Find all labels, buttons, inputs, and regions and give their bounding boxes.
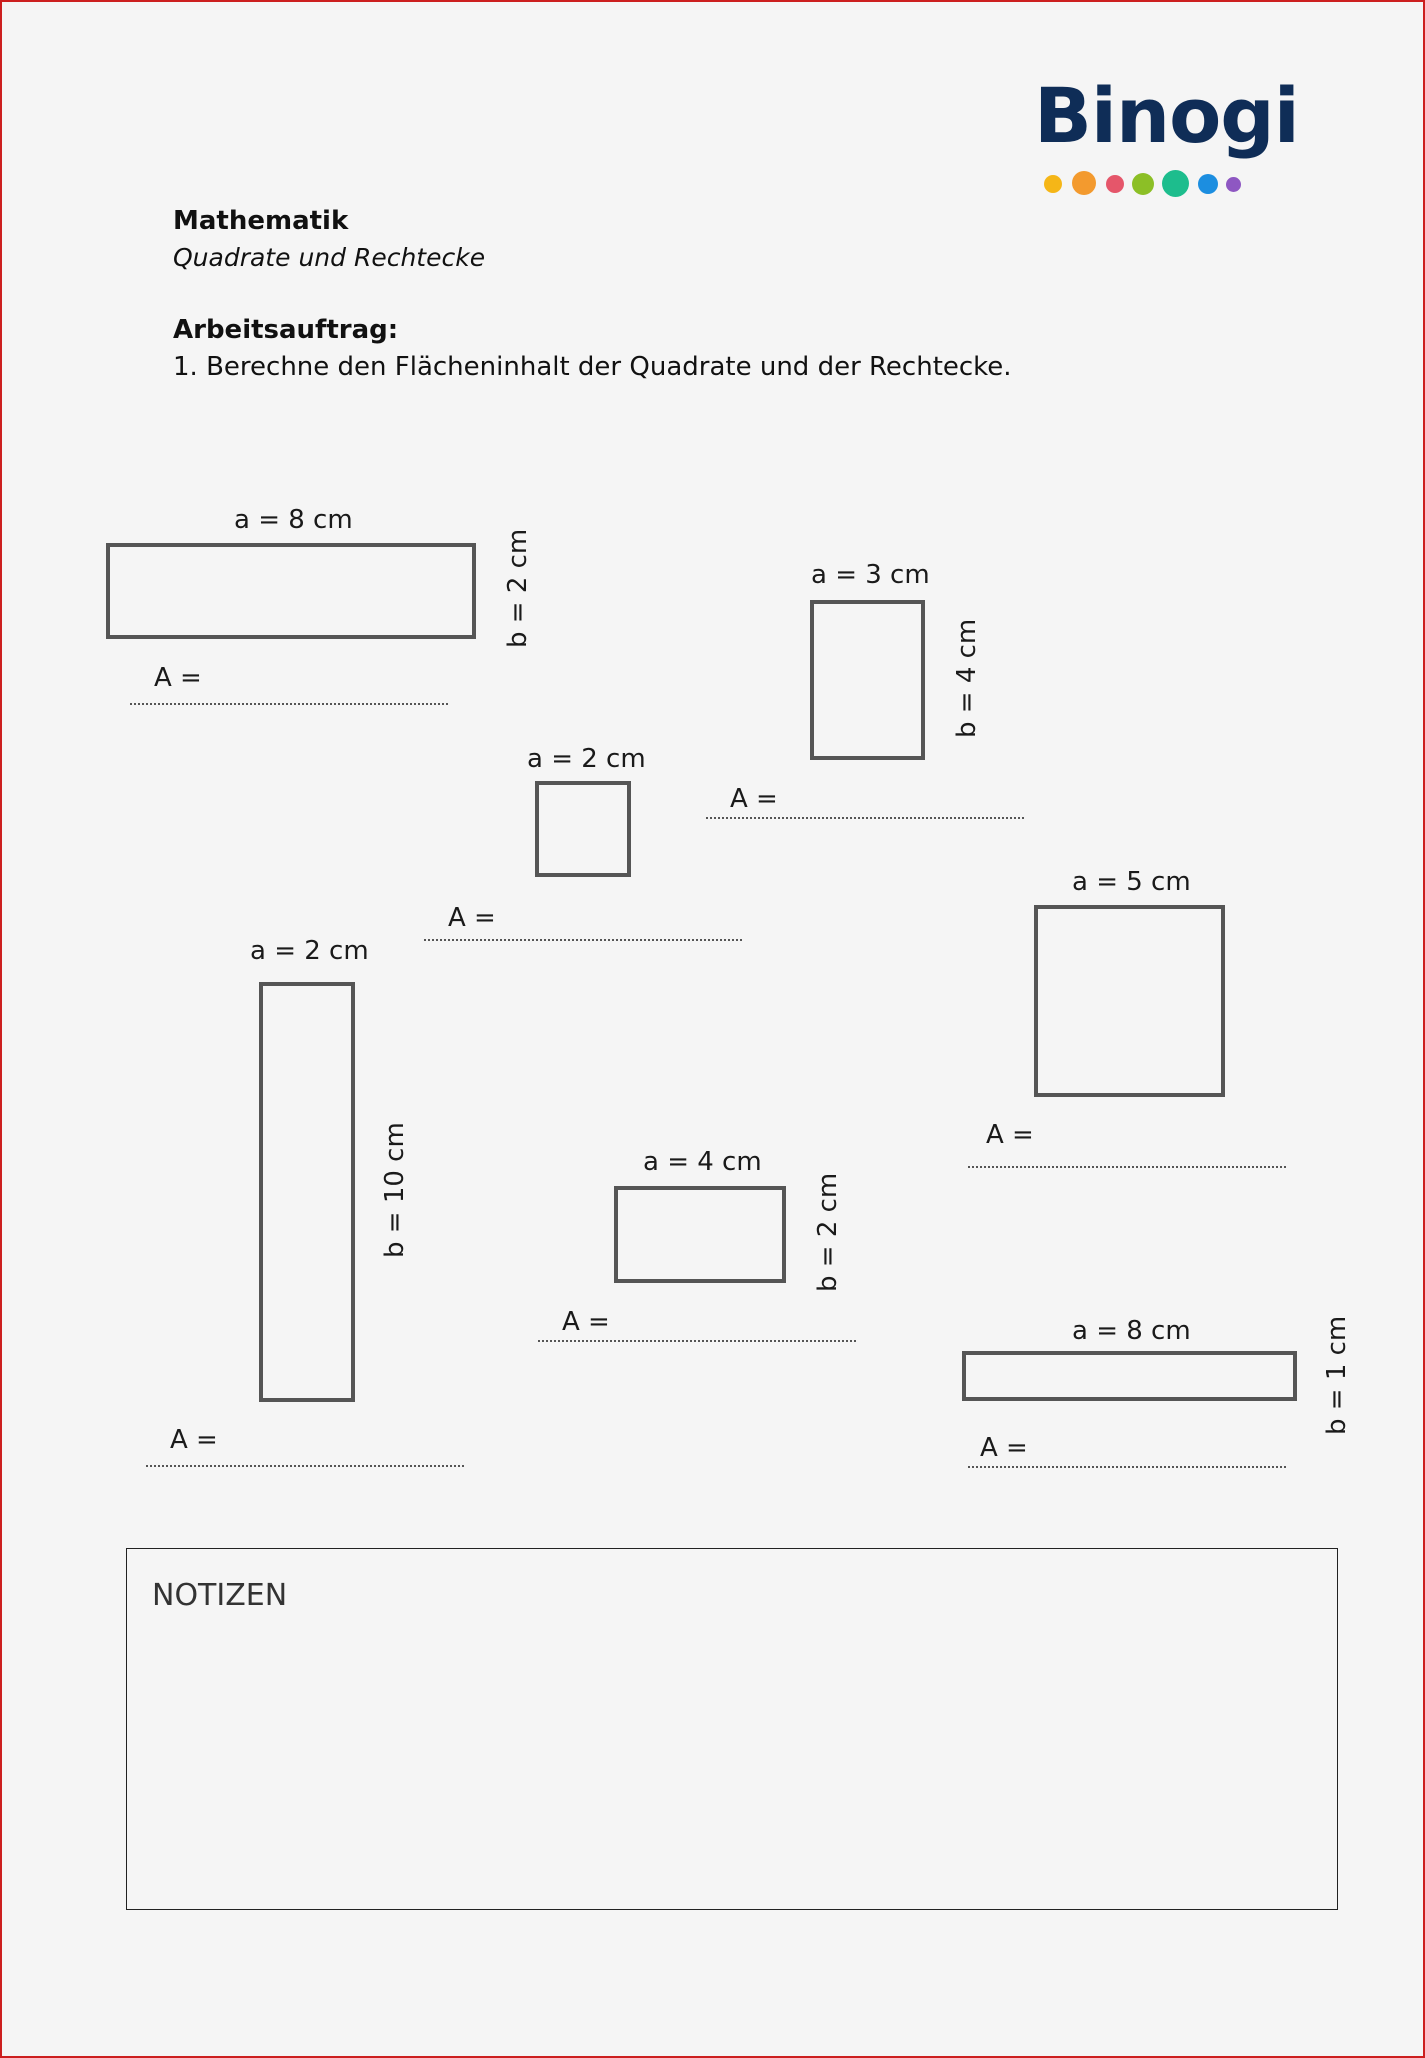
subject-title: Mathematik xyxy=(173,206,349,236)
logo-dot xyxy=(1072,171,1096,195)
area-label: A = xyxy=(562,1307,610,1337)
side-a-label: a = 2 cm xyxy=(250,936,369,966)
side-a-label: a = 5 cm xyxy=(1072,867,1191,897)
side-b-label: b = 4 cm xyxy=(952,618,982,738)
logo-dot xyxy=(1226,177,1241,192)
task-heading: Arbeitsauftrag: xyxy=(173,315,399,345)
side-a-label: a = 8 cm xyxy=(1072,1316,1191,1346)
logo-dot xyxy=(1132,173,1154,195)
side-b-label: b = 2 cm xyxy=(813,1172,843,1292)
binogi-logo: Binogi xyxy=(1034,71,1299,160)
side-b-label: b = 10 cm xyxy=(380,1122,410,1258)
answer-line xyxy=(968,1466,1286,1468)
task-instruction: 1. Berechne den Flächeninhalt der Quadrate und der Rechtecke. xyxy=(173,352,1012,382)
rectangle-shape xyxy=(810,600,925,760)
rectangle-shape xyxy=(106,543,476,639)
side-a-label: a = 8 cm xyxy=(234,505,353,535)
area-label: A = xyxy=(170,1425,218,1455)
rectangle-shape xyxy=(614,1186,786,1283)
side-a-label: a = 4 cm xyxy=(643,1147,762,1177)
side-b-label: b = 1 cm xyxy=(1322,1315,1352,1435)
logo-dot xyxy=(1162,170,1189,197)
answer-line xyxy=(538,1340,856,1342)
answer-line xyxy=(424,939,742,941)
area-label: A = xyxy=(154,663,202,693)
logo-dot xyxy=(1044,175,1062,193)
topic-subtitle: Quadrate und Rechtecke xyxy=(173,243,486,272)
answer-line xyxy=(706,817,1024,819)
logo-dot xyxy=(1106,175,1124,193)
square-shape xyxy=(535,781,631,877)
area-label: A = xyxy=(986,1120,1034,1150)
area-label: A = xyxy=(448,903,496,933)
notes-box[interactable] xyxy=(126,1548,1338,1910)
area-label: A = xyxy=(980,1433,1028,1463)
answer-line xyxy=(968,1166,1286,1168)
rectangle-shape xyxy=(962,1351,1297,1401)
notes-title: NOTIZEN xyxy=(152,1578,288,1613)
side-a-label: a = 2 cm xyxy=(527,744,646,774)
side-a-label: a = 3 cm xyxy=(811,560,930,590)
answer-line xyxy=(146,1465,464,1467)
logo-dot xyxy=(1198,174,1218,194)
answer-line xyxy=(130,703,448,705)
square-shape xyxy=(1034,905,1225,1097)
rectangle-shape xyxy=(259,982,355,1402)
side-b-label: b = 2 cm xyxy=(503,528,533,648)
area-label: A = xyxy=(730,784,778,814)
